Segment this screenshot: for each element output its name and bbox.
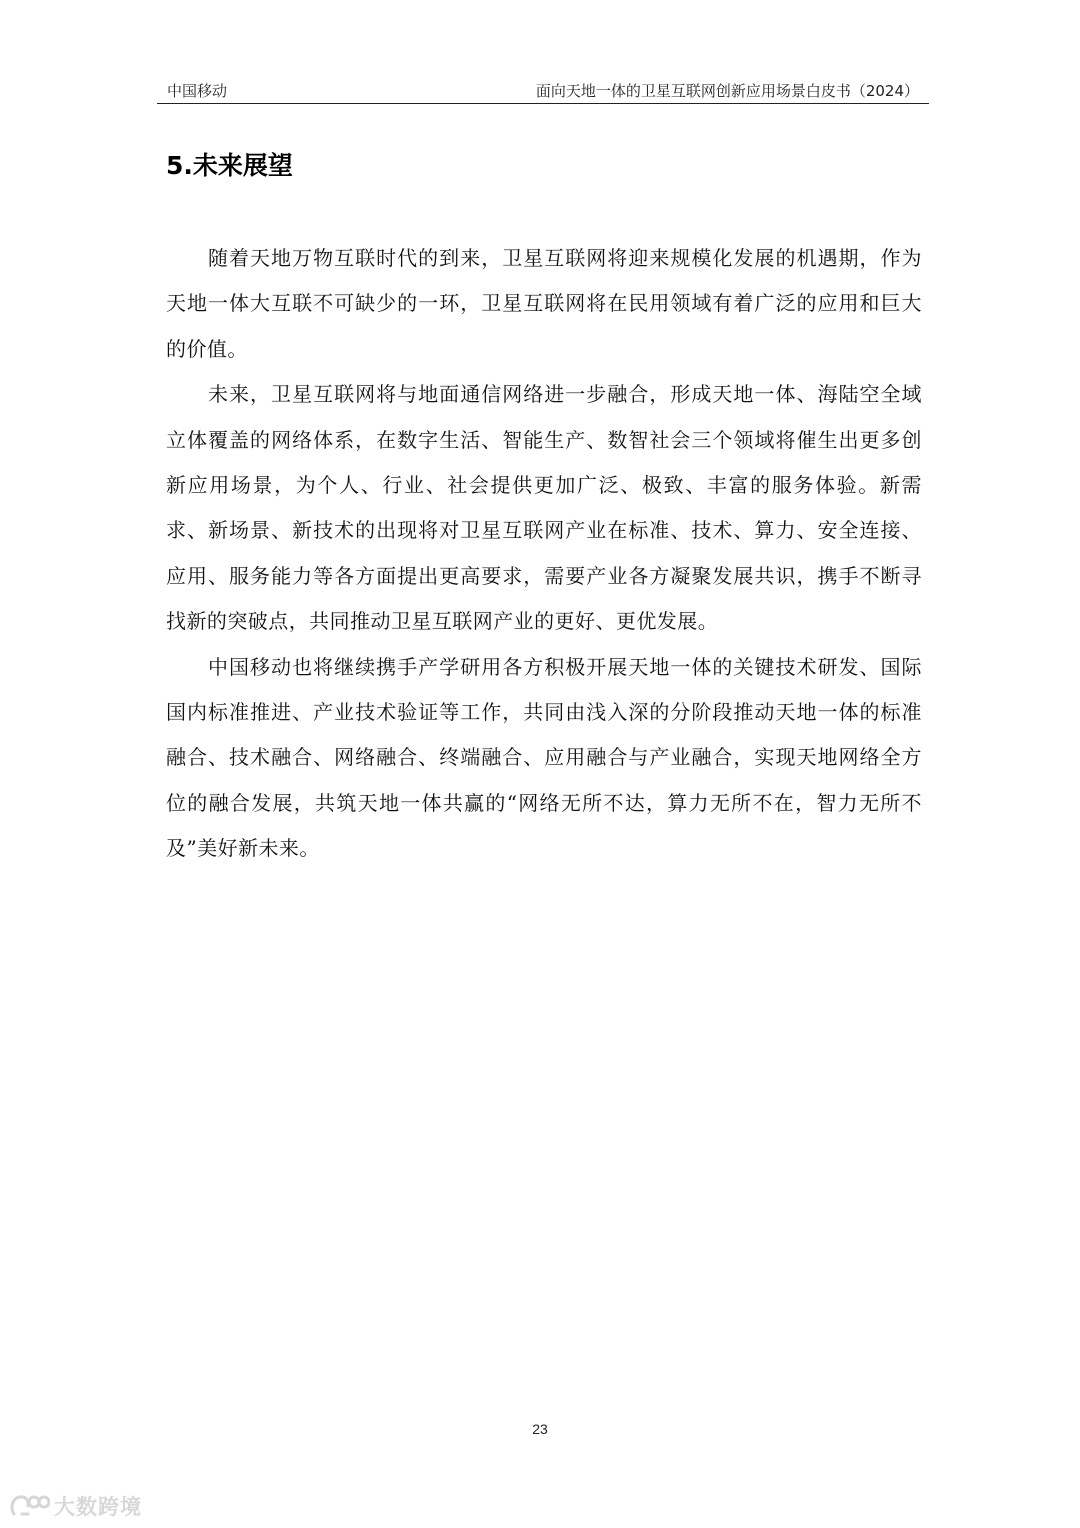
paragraph-1: 随着天地万物互联时代的到来，卫星互联网将迎来规模化发展的机遇期，作为天地一体大互联不可缺少的一环，卫星互联网将在民用领域有着广泛的应用和巨大的价值。: [166, 246, 922, 361]
body-text: [166, 236, 922, 872]
page-header: [165, 80, 929, 102]
header-divider: [157, 103, 929, 104]
page-number: 23: [532, 1421, 548, 1437]
paragraph-2: 未来，卫星互联网将与地面通信网络进一步融合，形成天地一体、海陆空全域立体覆盖的网络体系，在数字生活、智能生产、数智社会三个领域将催生出更多创新应用场景，为个人、行业、社会提供更加广泛、极致、丰富的服务体验。新需求、新场景、新技术的出现将对卫星互联网产业在标准、技术、算力、安全连接、应用、服务能力等各方面提出更高要求，需要产业各方凝聚发展共识，携手不断寻找新的突破点，共同推动卫星互联网产业的更好、更优发展。: [166, 382, 922, 634]
header-org-name: 中国移动: [167, 82, 228, 100]
watermark-logo-icon: [8, 1492, 50, 1520]
section-title: 5.未来展望: [166, 151, 293, 180]
watermark-text: 大数跨境: [54, 1495, 142, 1519]
paragraph-3: 中国移动也将继续携手产学研用各方积极开展天地一体的关键技术研发、国际国内标准推进、产业技术验证等工作，共同由浅入深的分阶段推动天地一体的标准融合、技术融合、网络融合、终端融合、应用融合与产业融合，实现天地网络全方位的融合发展，共筑天地一体共赢的“网络无所不达，算力无所不在，智力无所不及”美好新未来。: [166, 654, 922, 861]
watermark: [8, 1490, 142, 1522]
header-document-title: 面向天地一体的卫星互联网创新应用场景白皮书（2024）: [535, 82, 919, 100]
